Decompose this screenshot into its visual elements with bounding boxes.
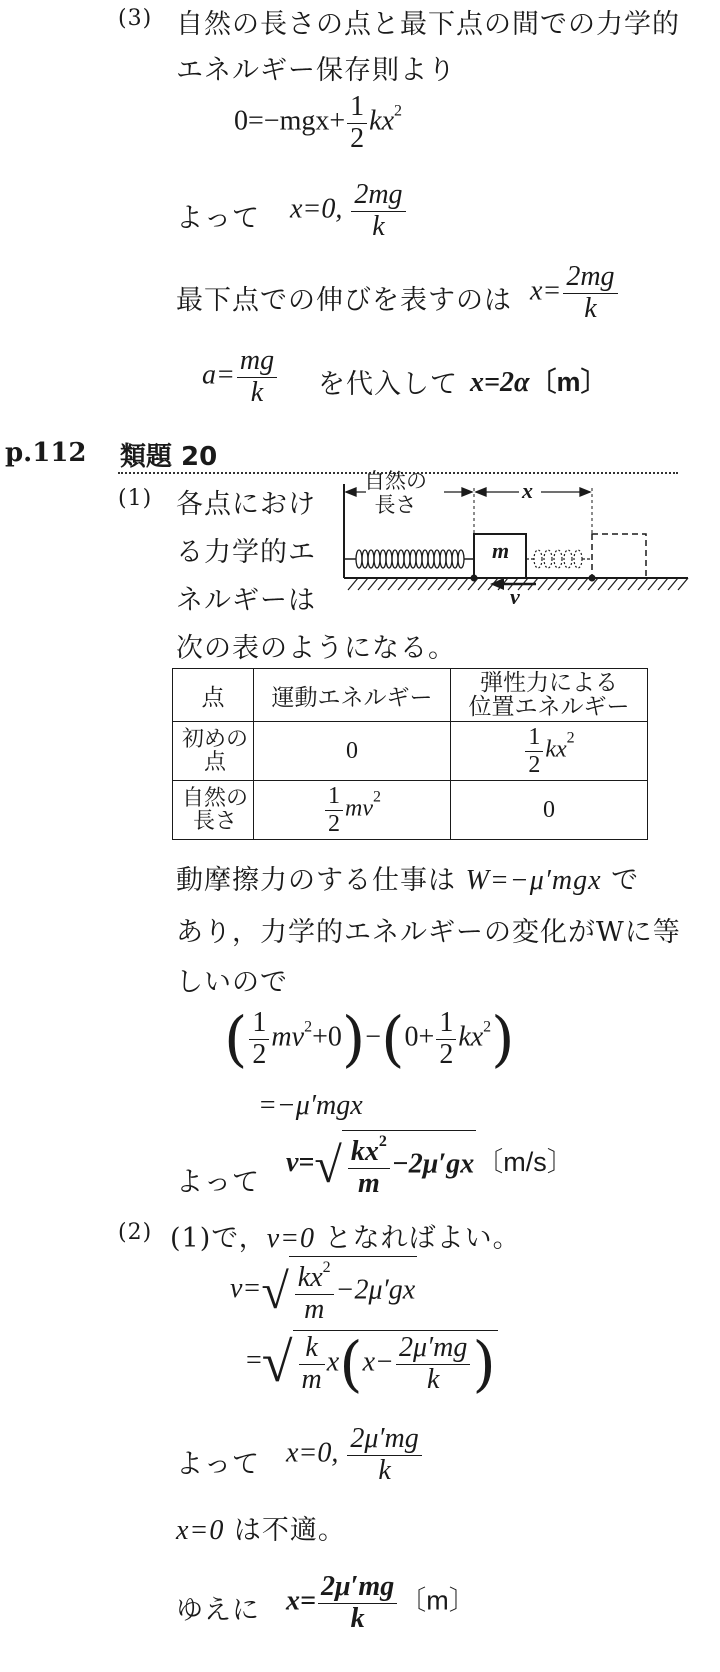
q2-intro: (1)で，v=0 となればよい。: [170, 1223, 521, 1254]
q3-line1: 自然の長さの点と最下点の間での力学的: [176, 9, 680, 40]
q3-a-eq: a= $\frac{mg}{k}$: [202, 346, 279, 409]
col-point: 点: [173, 669, 254, 722]
q3-substitute: を代入して: [318, 369, 458, 400]
q3-therefore: よって: [176, 203, 260, 234]
energy-table: [172, 668, 648, 840]
q1-result: v=√ $\frac{kx^2}{m}$ −2μ′gx〔m/s〕: [286, 1130, 574, 1200]
q3-solutions: x=0, $\frac{2mg}{k}$: [290, 180, 408, 243]
work-line1: 動摩擦力のする仕事は W=−μ′mgx で: [176, 865, 640, 896]
page-ref: p.112: [5, 438, 87, 468]
diagram-mass-label: m: [492, 538, 510, 563]
frac-half: $\frac{1}{2}$: [347, 92, 367, 155]
q1-therefore: よって: [176, 1167, 260, 1198]
q2-v-factored: =√ $\frac{k}{m}$ x(x− $\frac{2\mu'mg}{k}$ ): [246, 1329, 496, 1400]
row1-label: 初めの点: [173, 722, 254, 781]
q2-solutions: x=0, $\frac{2\mu'mg}{k}$: [286, 1424, 424, 1487]
energy-equation-rhs: =−μ′mgx: [258, 1090, 363, 1121]
q1-line4: 次の表のようになる。: [176, 633, 456, 664]
q3-line2: エネルギー保存則より: [176, 55, 456, 86]
q3-label: (3): [118, 6, 153, 31]
q1-line1: 各点におけ: [176, 489, 316, 520]
q1-label: (1): [118, 486, 153, 511]
energy-equation: ( $\frac{1}{2}$ $mv^2+0)-(0+$ $\frac{1}{2}$ $kx^2$): [224, 1004, 515, 1075]
table-header-row: [173, 669, 648, 722]
col-kinetic: 運動エネルギー: [254, 669, 451, 722]
q3-equation-1: 0=−mgx+ $\frac{1}{2}$ $kx^2$: [234, 91, 403, 154]
q1-line3: ネルギーは: [176, 585, 316, 616]
natural-length-point: [471, 575, 478, 582]
table-row: [173, 781, 648, 840]
row2-ke: $\frac{1}{2}$ $mv^2$: [254, 781, 451, 840]
q3-lowest-text: 最下点での伸びを表すのは: [176, 285, 512, 316]
initial-point: [589, 575, 596, 582]
q1-line2: る力学的エ: [176, 537, 316, 568]
table-row: [173, 722, 648, 781]
diagram-x-label: x: [522, 478, 533, 503]
q2-result: x= $\frac{2\mu'mg}{k}$ 〔m〕: [286, 1571, 476, 1634]
col-elastic: 弾性力による 位置エネルギー: [451, 669, 648, 722]
q3-lowest-eq: x= $\frac{2mg}{k}$: [530, 262, 620, 325]
q2-v-equation: v=√ $\frac{kx^2}{m}$ −2μ′gx: [230, 1256, 417, 1326]
spring-solid: [356, 550, 464, 568]
spring-diagram: [334, 469, 694, 628]
q2-unsuitable: x=0 は不適。: [176, 1515, 346, 1546]
section-title: 類題 20: [120, 442, 218, 472]
spring-dashed: [534, 550, 582, 568]
q2-label: (2): [118, 1220, 153, 1245]
diagram-v-label: v: [510, 584, 520, 609]
initial-block-position: [592, 534, 646, 578]
work-line3: しいので: [176, 967, 288, 998]
work-line2: あり，力学的エネルギーの変化がWに等: [176, 917, 681, 948]
q2-therefore: よって: [176, 1449, 260, 1480]
row2-label: 自然の長さ: [173, 781, 254, 840]
natural-length-label: 自然の 長さ: [364, 469, 427, 517]
row2-pe: 0: [451, 781, 648, 840]
q2-hence: ゆえに: [176, 1595, 260, 1626]
row1-ke: 0: [254, 722, 451, 781]
row1-pe: $\frac{1}{2}$ $kx^2$: [451, 722, 648, 781]
q3-result: x=2α〔m〕: [470, 367, 608, 398]
